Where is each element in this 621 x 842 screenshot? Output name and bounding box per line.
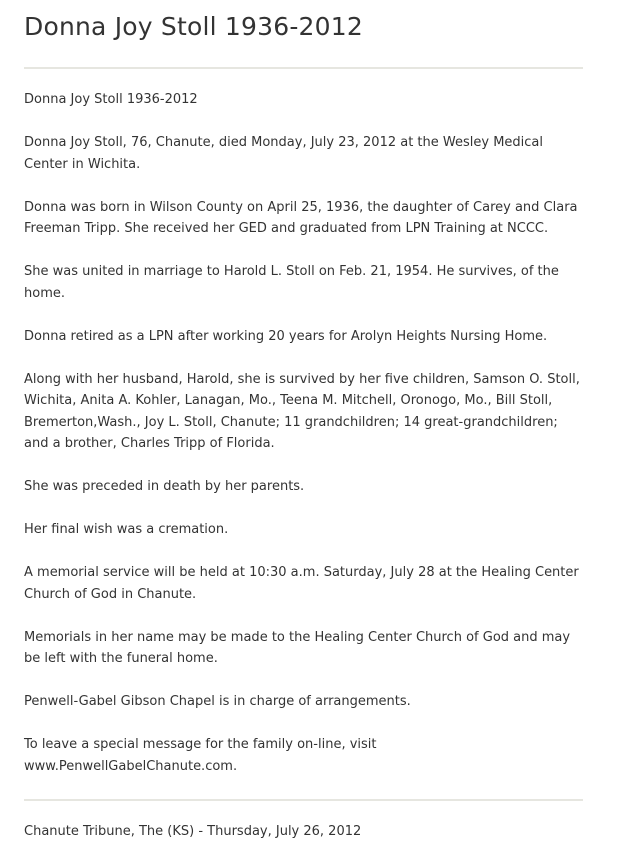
arrangements-paragraph: Penwell-Gabel Gibson Chapel is in charge of arrangements. [24,691,584,713]
service-paragraph: A memorial service will be held at 10:30 a.m. Saturday, July 28 at the Healing Center Church of God in Chanute. [24,562,584,605]
marriage-paragraph: She was united in marriage to Harold L. Stoll on Feb. 21, 1954. He survives, of the home. [24,261,584,304]
obituary-page [24,0,584,842]
page-title: Donna Joy Stoll 1936-2012 [24,0,584,43]
memorials-paragraph: Memorials in her name may be made to the Healing Center Church of God and may be left with the funeral home. [24,627,584,670]
career-paragraph: Donna retired as a LPN after working 20 years for Arolyn Heights Nursing Home. [24,326,584,348]
publication-source: Chanute Tribune, The (KS) - Thursday, July 26, 2012 [24,821,584,842]
obituary-body [24,89,584,777]
preceded-paragraph: She was preceded in death by her parents. [24,476,584,498]
death-announcement-paragraph: Donna Joy Stoll, 76, Chanute, died Monday, July 23, 2012 at the Wesley Medical Center in Wichita. [24,132,584,175]
bottom-divider [24,799,583,801]
top-divider [24,67,583,69]
obituary-heading-line: Donna Joy Stoll 1936-2012 [24,89,584,111]
final-wish-paragraph: Her final wish was a cremation. [24,519,584,541]
survivors-paragraph: Along with her husband, Harold, she is survived by her five children, Samson O. Stoll, Wichita, Anita A. Kohler, Lanagan, Mo., Teena M. Mitchell, Oronogo, Mo., Bill Stoll, Bremerton,Wash., Joy L. Stoll, Chanute; 11 grandchildren; 14 great-grandchildren; and a brother, Charles Tripp of Florida. [24,369,584,455]
online-message-paragraph: To leave a special message for the family on-line, visit www.PenwellGabelChanute.com. [24,734,584,777]
birth-paragraph: Donna was born in Wilson County on April 25, 1936, the daughter of Carey and Clara Freeman Tripp. She received her GED and graduated from LPN Training at NCCC. [24,197,584,240]
